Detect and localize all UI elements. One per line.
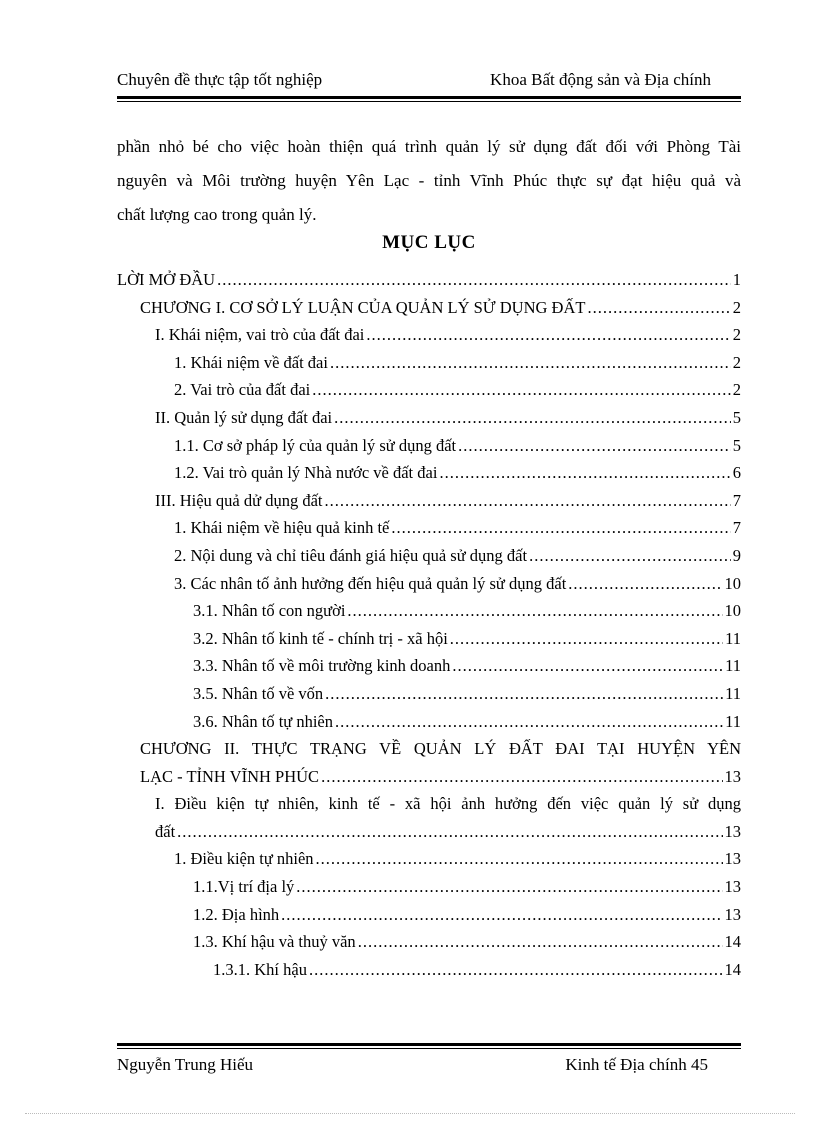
toc-entry[interactable] xyxy=(117,956,741,984)
toc-title: MỤC LỤC xyxy=(382,232,476,253)
toc-entry-text: LẠC - TỈNH VĨNH PHÚC xyxy=(140,766,320,786)
toc-entry-text: đất xyxy=(155,821,176,841)
toc-leader xyxy=(321,763,722,791)
toc-entry[interactable] xyxy=(117,818,741,846)
toc-entry[interactable] xyxy=(117,294,741,322)
page-footer xyxy=(117,1055,741,1079)
toc-leader xyxy=(358,928,723,956)
toc-entry-page: 1 xyxy=(732,270,741,289)
intro-paragraph xyxy=(117,130,741,232)
toc-leader xyxy=(458,432,731,460)
toc-entry[interactable] xyxy=(117,763,741,791)
toc-leader xyxy=(366,321,730,349)
toc-entry-page: 7 xyxy=(732,518,741,538)
toc-entry[interactable] xyxy=(117,459,741,487)
toc-leader xyxy=(296,873,722,901)
toc-leader xyxy=(324,487,730,515)
toc-leader xyxy=(312,376,731,404)
intro-line: nguyên và Môi trường huyện Yên Lạc - tỉnh Vĩnh Phúc thực sự đạt hiệu quả và xyxy=(117,171,741,190)
toc-entry-text: 1.2. Vai trò quản lý Nhà nước về đất đai xyxy=(174,463,438,483)
toc-entry-line1[interactable]: CHƯƠNG II. THỰC TRẠNG VỀ QUẢN LÝ ĐẤT ĐAI TẠI HUYỆN YÊN xyxy=(140,739,741,759)
toc-leader xyxy=(316,845,723,873)
toc-entry-page: 13 xyxy=(724,877,741,897)
page-edge-dotted-line xyxy=(25,1113,795,1114)
toc-entry[interactable] xyxy=(117,680,741,708)
footer-rule xyxy=(117,1043,741,1049)
toc-entry-page: 11 xyxy=(725,628,741,648)
toc-entry-page: 5 xyxy=(732,435,741,455)
page-header xyxy=(117,70,741,94)
toc-entry-page: 13 xyxy=(724,849,741,869)
toc-entry-line1[interactable]: I. Điều kiện tự nhiên, kinh tế - xã hội ảnh hưởng đến việc quản lý sử dụng xyxy=(155,794,741,814)
toc-entry-text: 3.5. Nhân tố về vốn xyxy=(193,683,324,703)
toc-leader xyxy=(450,625,723,653)
toc-entry[interactable] xyxy=(117,597,741,625)
toc-leader xyxy=(177,818,722,846)
toc-leader xyxy=(335,708,723,736)
toc-entry-text: 1.1.Vị trí địa lý xyxy=(193,877,295,897)
toc-entry-page: 10 xyxy=(724,601,741,621)
header-right-title: Khoa Bất động sản và Địa chính xyxy=(490,70,711,89)
toc-entry-page: 14 xyxy=(724,932,741,952)
toc-entry[interactable] xyxy=(117,514,741,542)
toc-entry-text: LỜI MỞ ĐẦU xyxy=(117,270,216,289)
toc-entry[interactable] xyxy=(117,652,741,680)
intro-line: phần nhỏ bé cho việc hoàn thiện quá trình quản lý sử dụng đất đối với Phòng Tài xyxy=(117,137,741,156)
toc-entry-text: 3.1. Nhân tố con người xyxy=(193,601,346,621)
footer-author: Nguyễn Trung Hiếu xyxy=(117,1055,254,1074)
header-rule xyxy=(117,96,741,102)
toc-entry-page: 2 xyxy=(732,352,741,372)
toc-entry-page: 11 xyxy=(725,711,741,731)
toc-entry-page: 10 xyxy=(724,573,741,593)
toc-leader xyxy=(330,349,731,377)
toc-leader xyxy=(309,956,723,984)
toc-entry[interactable] xyxy=(117,432,741,460)
toc-entry[interactable] xyxy=(117,708,741,736)
toc-entry[interactable] xyxy=(117,487,741,515)
toc-leader xyxy=(529,542,731,570)
toc-entry-text: 2. Nội dung và chỉ tiêu đánh giá hiệu quả sử dụng đất xyxy=(174,545,528,565)
toc-entry-page: 2 xyxy=(732,380,741,400)
toc-entry-page: 13 xyxy=(724,821,741,841)
toc-leader xyxy=(334,404,731,432)
toc-leader xyxy=(587,294,730,322)
toc-entry-text: 1. Khái niệm về đất đai xyxy=(174,352,328,372)
toc-entry-text: 2. Vai trò của đất đai xyxy=(174,380,311,400)
table-of-contents xyxy=(117,266,741,983)
toc-entry-text: 3.6. Nhân tố tự nhiên xyxy=(193,711,334,731)
intro-line: chất lượng cao trong quản lý. xyxy=(117,205,317,224)
toc-entry-page: 11 xyxy=(725,683,741,703)
toc-entry-text: 1.2. Địa hình xyxy=(193,904,280,924)
toc-entry[interactable] xyxy=(117,901,741,929)
toc-leader xyxy=(452,652,723,680)
toc-leader xyxy=(439,459,730,487)
toc-entry-page: 2 xyxy=(732,325,741,345)
toc-entry[interactable] xyxy=(117,349,741,377)
toc-entry-page: 11 xyxy=(725,656,741,676)
toc-entry-page: 6 xyxy=(732,463,741,483)
toc-entry-text: I. Khái niệm, vai trò của đất đai xyxy=(155,325,365,345)
toc-entry[interactable] xyxy=(117,625,741,653)
header-left-title: Chuyên đề thực tập tốt nghiệp xyxy=(117,70,323,89)
toc-entry-text: 3.3. Nhân tố về môi trường kinh doanh xyxy=(193,656,451,676)
toc-entry[interactable] xyxy=(117,321,741,349)
toc-entry-page: 2 xyxy=(732,297,741,317)
footer-class: Kinh tế Địa chính 45 xyxy=(565,1055,708,1074)
toc-entry-page: 13 xyxy=(724,766,741,786)
toc-entry-page: 7 xyxy=(732,490,741,510)
toc-entry[interactable] xyxy=(117,570,741,598)
toc-entry-page: 14 xyxy=(724,959,741,979)
toc-entry-text: III. Hiệu quả dử dụng đất xyxy=(155,490,323,510)
toc-entry[interactable] xyxy=(117,266,741,294)
toc-entry-text: II. Quản lý sử dụng đất đai xyxy=(155,407,333,427)
toc-entry-text: 3. Các nhân tố ảnh hưởng đến hiệu quả quản lý sử dụng đất xyxy=(174,573,567,593)
toc-entry[interactable] xyxy=(117,928,741,956)
toc-entry[interactable] xyxy=(117,404,741,432)
toc-entry-text: 1.1. Cơ sở pháp lý của quản lý sử dụng đất xyxy=(174,435,457,455)
toc-entry-page: 5 xyxy=(732,407,741,427)
toc-leader xyxy=(568,570,722,598)
toc-entry-text: 1.3.1. Khí hậu xyxy=(213,959,307,979)
toc-entry[interactable] xyxy=(117,873,741,901)
toc-leader xyxy=(217,266,731,294)
toc-entry-text: 3.2. Nhân tố kinh tế - chính trị - xã hội xyxy=(193,628,448,648)
toc-entry[interactable] xyxy=(117,845,741,873)
toc-leader xyxy=(281,901,722,929)
toc-leader xyxy=(347,597,722,625)
toc-entry[interactable] xyxy=(117,376,741,404)
toc-entry[interactable] xyxy=(117,542,741,570)
toc-entry-text: CHƯƠNG I. CƠ SỞ LÝ LUẬN CỦA QUẢN LÝ SỬ DỤNG ĐẤT xyxy=(140,297,586,317)
toc-entry-text: 1. Điều kiện tự nhiên xyxy=(174,849,314,869)
toc-entry-text: 1.3. Khí hậu và thuỷ văn xyxy=(193,932,356,952)
toc-entry-page: 13 xyxy=(724,904,741,924)
toc-leader xyxy=(391,514,730,542)
toc-entry-text: 1. Khái niệm về hiệu quả kinh tế xyxy=(174,518,390,538)
toc-entry-page: 9 xyxy=(732,545,741,565)
toc-leader xyxy=(325,680,723,708)
